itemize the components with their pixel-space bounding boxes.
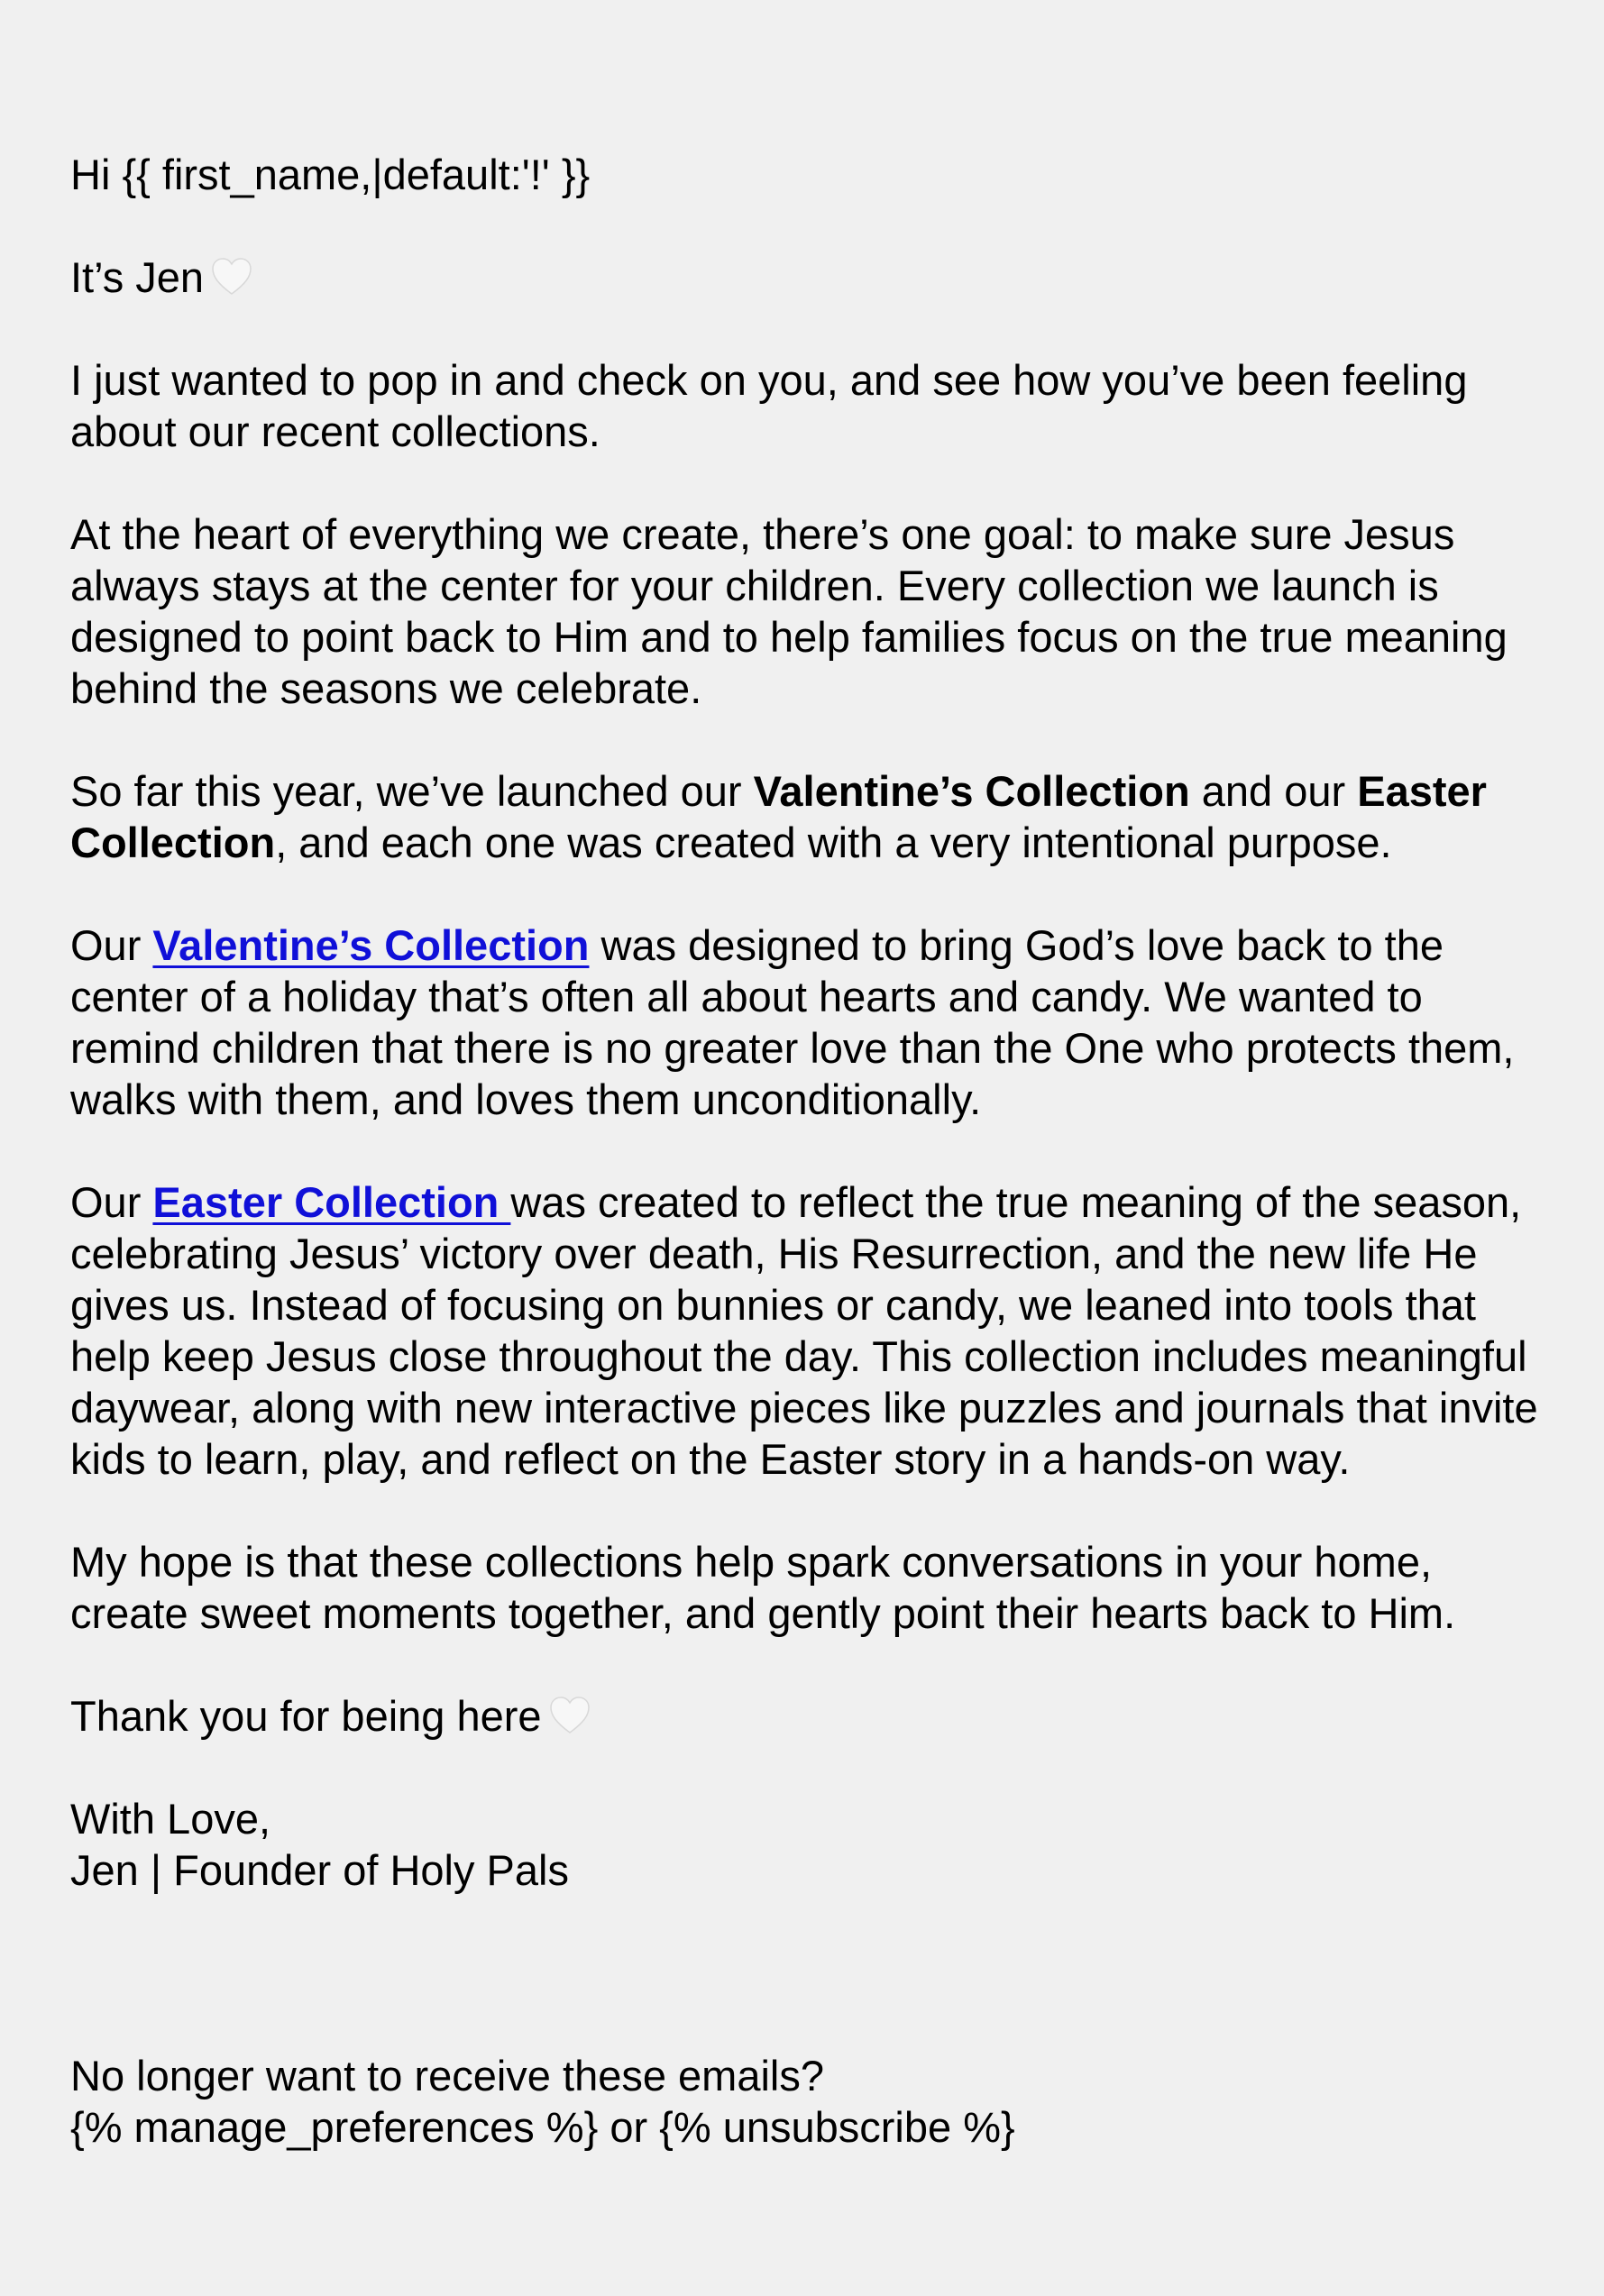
paragraph-collections-overview xyxy=(70,765,1549,868)
footer-spacer xyxy=(70,1896,1549,2050)
email-body xyxy=(70,149,1549,2153)
greeting: Hi {{ first_name,|default:'!' }} xyxy=(70,151,591,198)
bold-easter-collection: Easter Collection xyxy=(70,767,1487,866)
overview-prefix: So far this year, we’ve launched our xyxy=(70,767,754,815)
overview-middle: and our xyxy=(1189,767,1358,815)
paragraph-easter xyxy=(70,1176,1549,1485)
easter-description: was created to reflect the true meaning of the season, celebrating Jesus’ victory over death, His Resurrection, and the new life He gives us. Instead of focusing on bunnies or candy, we leaned into tools that help keep Jesus close throughout the day. This collection includes meaningful daywear, along with new interactive pieces like puzzles and journals that invite kids to learn, play, and reflect on the Easter story in a hands-on way. xyxy=(70,1178,1538,1483)
paragraph-mission: At the heart of everything we create, there’s one goal: to make sure Jesus always stays at the center for your children. Every collection we launch is designed to point back to Him and to help families focus on the true meaning behind the seasons we celebrate. xyxy=(70,510,1508,712)
valentines-prefix: Our xyxy=(70,921,153,969)
paragraph-hope: My hope is that these collections help spark conversations in your home, create sweet moments together, and gently point their hearts back to Him. xyxy=(70,1538,1456,1637)
paragraph-valentines xyxy=(70,919,1549,1125)
valentines-description: was designed to bring God’s love back to the center of a holiday that’s often all about hearts and candy. We wanted to remind children that there is no greater love than the One who protects them, walks with them, and loves them unconditionally. xyxy=(70,921,1515,1123)
bold-valentines-collection: Valentine’s Collection xyxy=(753,767,1190,815)
easter-prefix: Our xyxy=(70,1178,153,1226)
footer-preference-links[interactable]: {% manage_preferences %} or {% unsubscribe %} xyxy=(70,2103,1015,2151)
intro-line xyxy=(70,252,1549,303)
white-heart-icon xyxy=(209,254,254,299)
thanks-text: Thank you for being here xyxy=(70,1692,542,1740)
white-heart-icon xyxy=(547,1693,592,1738)
overview-suffix: , and each one was created with a very intentional purpose. xyxy=(275,819,1392,866)
signoff: With Love, xyxy=(70,1795,271,1843)
easter-collection-link[interactable]: Easter Collection xyxy=(152,1178,511,1226)
paragraph-check-in: I just wanted to pop in and check on you, and see how you’ve been feeling about our recent collections. xyxy=(70,356,1468,455)
footer-question: No longer want to receive these emails? xyxy=(70,2052,824,2099)
valentines-collection-link[interactable]: Valentine’s Collection xyxy=(152,921,590,969)
signature: Jen | Founder of Holy Pals xyxy=(70,1846,569,1894)
thanks-line xyxy=(70,1690,1549,1742)
intro-text: It’s Jen xyxy=(70,253,205,301)
